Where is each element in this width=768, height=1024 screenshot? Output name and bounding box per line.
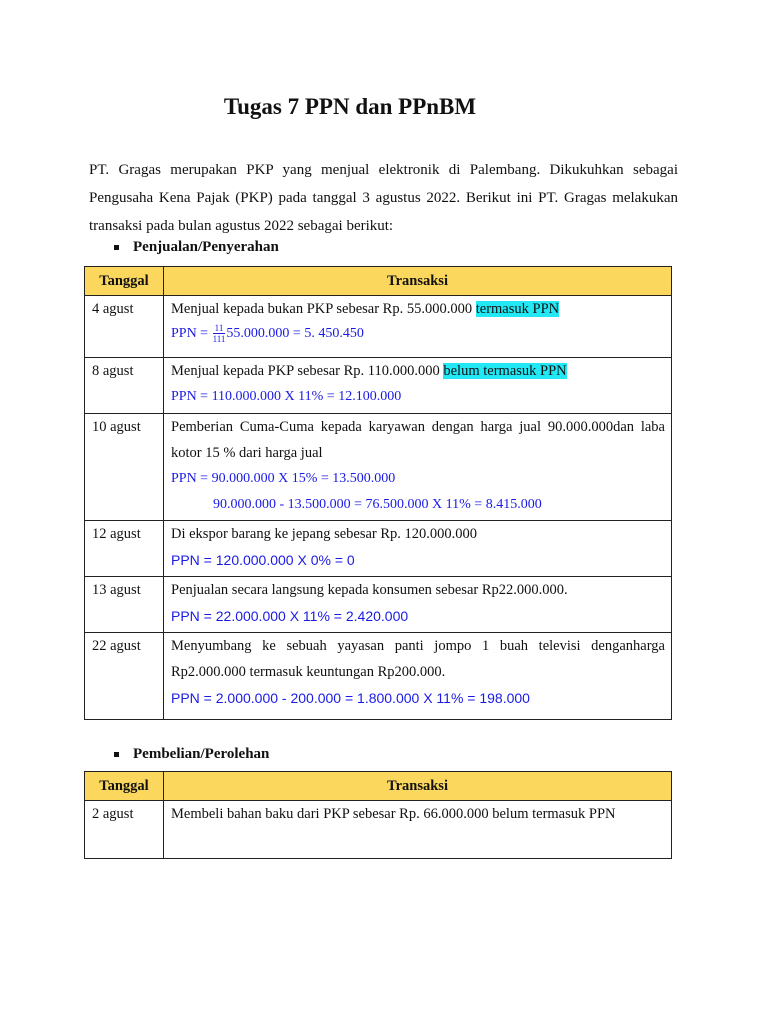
calc-line: PPN = 22.000.000 X 11% = 2.420.000 [171,608,409,624]
bullet-square-icon [114,752,119,757]
row-date: 12 agust [85,521,164,577]
row-date: 13 agust [85,577,164,633]
row-transaction [164,296,672,358]
calc-line: PPN = 120.000.000 X 0% = 0 [171,552,355,568]
transaction-text: Penjualan secara langsung kepada konsumen sebesar Rp22.000.000. [171,582,568,598]
calc-line: 90.000.000 - 13.500.000 = 76.500.000 X 11% = 8.415.000 [213,497,542,512]
bullet-square-icon [114,245,119,250]
row-transaction [164,577,672,633]
table-row [85,521,672,577]
column-header-transaction: Transaksi [164,772,672,801]
highlight-text: termasuk PPN [475,301,560,317]
table-row [85,801,672,859]
intro-paragraph: PT. Gragas merupakan PKP yang menjual elektronik di Palembang. Dikukuhkan sebagai Pengusaha Kena Pajak (PKP) pada tanggal 3 agustus 2022. Berikut ini PT. Gragas melakukan transaksi pada bulan agustus 2022 sebagai berikut: [89,162,678,234]
table-row [85,414,672,521]
calc-line: PPN = 110.000.000 X 11% = 12.100.000 [171,389,402,404]
document-title: Tugas 7 PPN dan PPnBM [223,94,477,119]
row-transaction [164,414,672,521]
row-date: 10 agust [85,414,164,521]
row-date: 2 agust [85,801,164,859]
transaction-text: Di ekspor barang ke jepang sebesar Rp. 120.000.000 [171,526,478,542]
column-header-date: Tanggal [85,267,164,296]
section-heading-label: Pembelian/Perolehan [133,746,270,762]
calc-line: PPN = 2.000.000 - 200.000 = 1.800.000 X 11% = 198.000 [171,690,530,706]
fraction: $\frac{11}{111}$ [212,323,226,345]
table-header-row [85,267,672,296]
calc-line: PPN = $\frac{11}{111}$ 55.000.000 = 5. 450.450 [171,323,364,345]
table-row [85,633,672,720]
row-transaction [164,633,672,720]
row-transaction [164,521,672,577]
section-heading-label: Penjualan/Penyerahan [133,239,279,255]
row-transaction [164,801,672,859]
purchases-table [84,771,672,859]
transaction-text: Menyumbang ke sebuah yayasan panti jompo 1 buah televisi denganharga Rp2.000.000 termasuk keuntungan Rp200.000. [171,638,665,680]
transaction-text: Menjual kepada bukan PKP sebesar Rp. 55.000.000 termasuk PPN [171,301,560,317]
row-transaction [164,358,672,414]
table-header-row [85,772,672,801]
transaction-text: Menjual kepada PKP sebesar Rp. 110.000.000 belum termasuk PPN [171,363,567,379]
column-header-transaction: Transaksi [164,267,672,296]
highlight-text: belum termasuk PPN [443,363,567,379]
table-row [85,296,672,358]
table-row [85,577,672,633]
section-heading-penjualan [114,239,279,256]
table-row [85,358,672,414]
transaction-text: Pemberian Cuma-Cuma kepada karyawan dengan harga jual 90.000.000dan laba kotor 15 % dari harga jual [171,419,665,461]
row-date: 22 agust [85,633,164,720]
row-date: 8 agust [85,358,164,414]
row-date: 4 agust [85,296,164,358]
section-heading-pembelian [114,746,269,763]
transaction-text: Membeli bahan baku dari PKP sebesar Rp. 66.000.000 belum termasuk PPN [171,806,616,822]
calc-line: PPN = 90.000.000 X 15% = 13.500.000 [171,471,396,486]
column-header-date: Tanggal [85,772,164,801]
sales-table [84,266,672,720]
